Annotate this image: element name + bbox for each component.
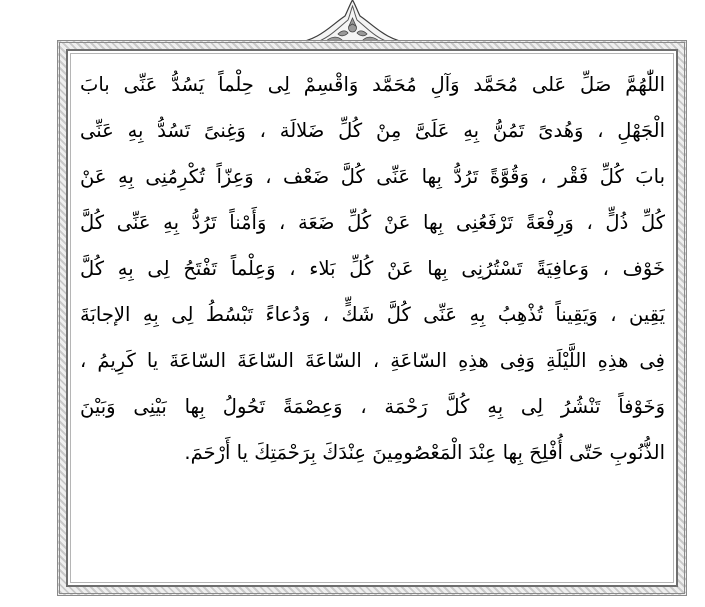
prayer-line: بابَ كُلِّ فَقْر ، وَقُوَّةً تَرُدُّ بِها عَنِّى كُلَّ ضَعْف ، وَعِزّاً تُكْرِمُنِى بِهِ عَنْ [80,165,665,188]
prayer-line: الذُّنُوبِ حَتّى أُفْلِحَ بِها عِنْدَ الْمَعْصُومِينَ عِنْدَكَ بِرَحْمَتِكَ يا أَرْحَمَ. [184,441,665,464]
prayer-line: وَخَوْفاً تَنْشُرُ لِى بِهِ كُلَّ رَحْمَة ، وَعِصْمَةً تَحُولُ بِها بَيْنِى وَبَيْنَ [80,395,665,418]
prayer-line: كُلِّ ذُلٍّ ، وَرِفْعَةً تَرْفَعُنِى بِها عَنْ كُلِّ ضَعَة ، وَأَمْناً تَرُدُّ بِهِ عَنِّى كُلَّ [80,211,665,234]
top-ornament [290,0,415,44]
prayer-line: اللّٰهُمَّ صَلِّ عَلى مُحَمَّد وَآلِ مُحَمَّد وَاقْسِمْ لِى حِلْماً يَسُدُّ عَنِّى بابَ [80,73,665,96]
prayer-line: فِى هذِهِ اللَّيْلَةِ وَفِى هذِهِ السّاعَةِ ، السّاعَةَ السّاعَةَ السّاعَةَ يا كَرِيمُ ، [80,349,665,372]
prayer-line: يَقِين ، وَيَقِيناً تُذْهِبُ بِهِ عَنِّى كُلَّ شَكٍّ ، وَدُعاءً تَبْسُطُ لِى بِهِ الإجابَةَ [80,303,665,326]
prayer-line: خَوْف ، وَعافِيَةً تَسْتُرُنِى بِها عَنْ كُلِّ بَلاء ، وَعِلْماً تَفْتَحُ لِى بِهِ كُلَّ [80,257,665,280]
prayer-text [80,62,665,476]
prayer-line: الْجَهْلِ ، وَهُدىً تَمُنُّ بِهِ عَلَىَّ مِنْ كُلِّ ضَلالَة ، وَغِنىً تَسُدُّ بِهِ عَنِّى [80,119,665,142]
